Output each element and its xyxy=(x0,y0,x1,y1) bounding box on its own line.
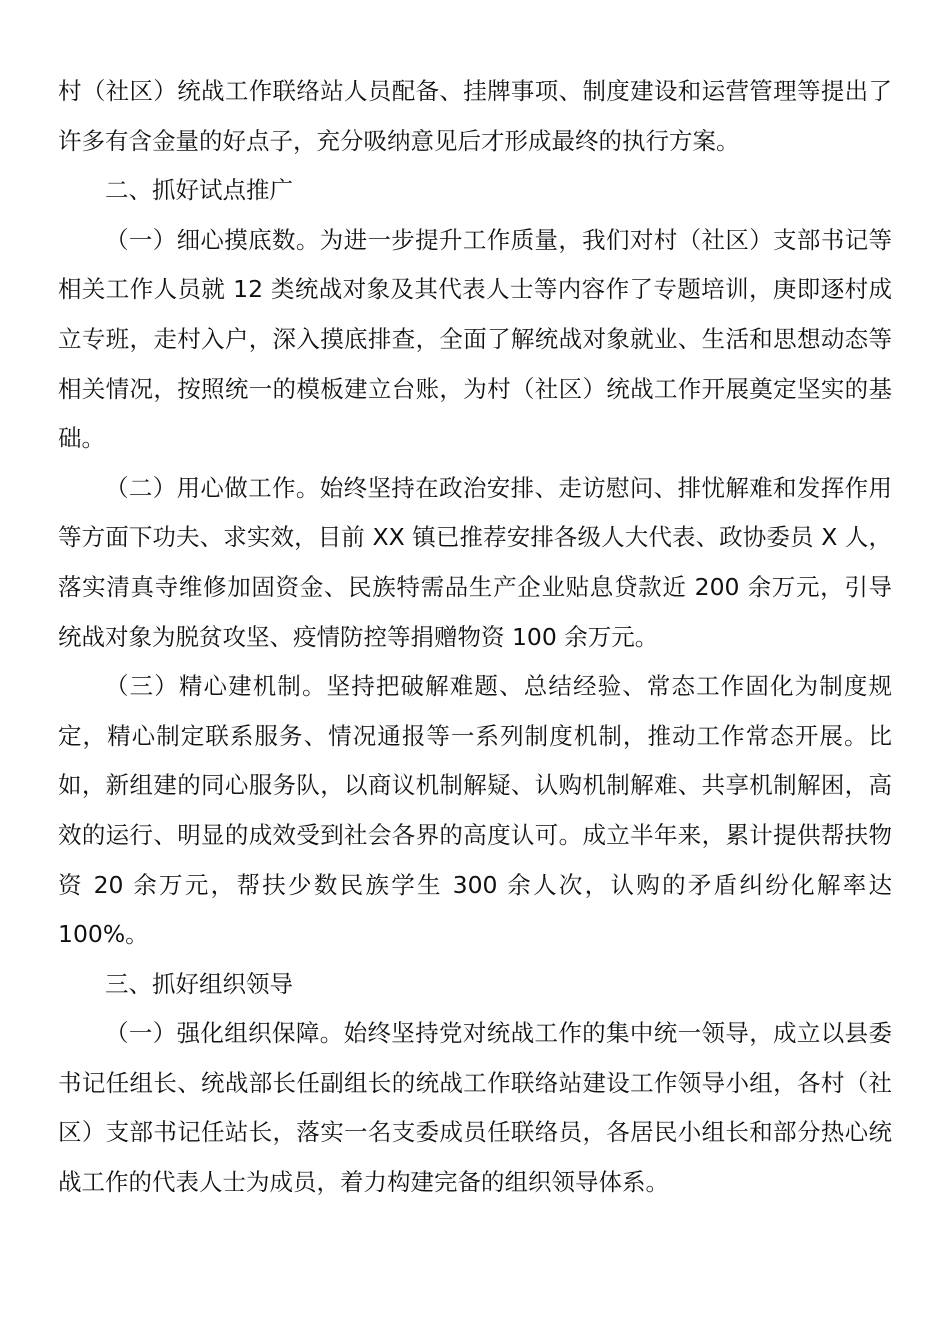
section-heading-2: 二、抓好试点推广 xyxy=(105,176,293,205)
paragraph-2-2: （二）用心做工作。始终坚持在政治安排、走访慰问、排忧解难和发挥作用等方面下功夫、求实效，目前 XX 镇已推荐安排各级人大代表、政协委员 X 人，落实清真寺维修加固资金、民族特需品生产企业贴息贷款近 200 余万元，引导统战对象为脱贫攻坚、疫情防控等捐赠物资 100 余万元。 xyxy=(58,473,892,651)
paragraph-3-1: （一）强化组织保障。始终坚持党对统战工作的集中统一领导，成立以县委书记任组长、统战部长任副组长的统战工作联络站建设工作领导小组，各村（社区）支部书记任站长，落实一名支委成员任联络员，各居民小组长和部分热心统战工作的代表人士为成员，着力构建完备的组织领导体系。 xyxy=(58,1019,892,1197)
paragraph-2-1: （一）细心摸底数。为进一步提升工作质量，我们对村（社区）支部书记等相关工作人员就 12 类统战对象及其代表人士等内容作了专题培训，庚即逐村成立专班，走村入户，深入摸底排查，全面了解统战对象就业、生活和思想动态等相关情况，按照统一的模板建立台账，为村（社区）统战工作开展奠定坚实的基础。 xyxy=(58,225,892,453)
section-heading-3: 三、抓好组织领导 xyxy=(105,969,293,998)
document-body xyxy=(58,67,892,1208)
paragraph-continuation: 村（社区）统战工作联络站人员配备、挂牌事项、制度建设和运营管理等提出了许多有含金量的好点子，充分吸纳意见后才形成最终的执行方案。 xyxy=(58,77,892,155)
paragraph-2-3: （三）精心建机制。坚持把破解难题、总结经验、常态工作固化为制度规定，精心制定联系服务、情况通报等一系列制度机制，推动工作常态开展。比如，新组建的同心服务队，以商议机制解疑、认购机制解难、共享机制解困，高效的运行、明显的成效受到社会各界的高度认可。成立半年来，累计提供帮扶物资 20 余万元，帮扶少数民族学生 300 余人次，认购的矛盾纠纷化解率达 100%。 xyxy=(58,672,892,949)
